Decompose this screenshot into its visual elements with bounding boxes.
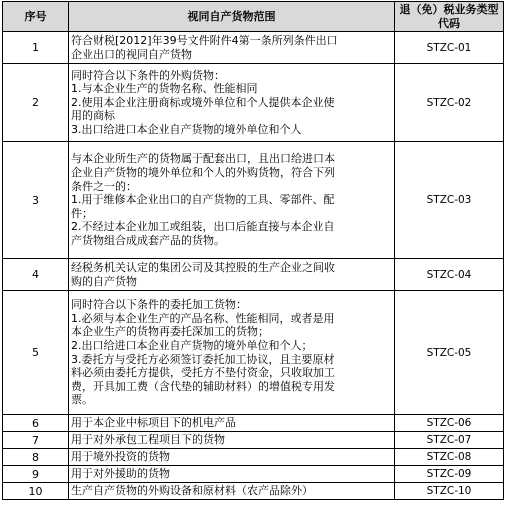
row-type-code: STZC-07 bbox=[395, 432, 504, 449]
row-range bbox=[69, 259, 395, 291]
range-text-line: 经税务机关认定的集团公司及其控股的生产企业之间收 bbox=[71, 260, 335, 274]
range-text-line: 企业出口的视同自产货物 bbox=[71, 47, 192, 61]
row-seq: 1 bbox=[3, 32, 69, 64]
row-type-code: STZC-10 bbox=[395, 483, 504, 500]
range-text-line: 用于本企业中标项目下的机电产品 bbox=[71, 416, 236, 430]
range-text-line: 条件之一的： bbox=[71, 179, 137, 193]
range-text-line: 本企业生产的货物再委托深加工的货物； bbox=[71, 325, 269, 339]
row-range bbox=[69, 64, 395, 142]
range-text-line: 同时符合以下条件的外购货物： bbox=[71, 68, 225, 82]
row-range bbox=[69, 432, 395, 449]
table-row bbox=[3, 415, 504, 432]
row-range bbox=[69, 449, 395, 466]
row-range bbox=[69, 142, 395, 259]
table-row bbox=[3, 32, 504, 64]
range-text-line: 3.委托方与受托方必须签订委托加工协议，且主要原材 bbox=[71, 352, 335, 366]
row-seq: 5 bbox=[3, 291, 69, 415]
range-text-line: 用于对外援助的货物 bbox=[71, 467, 170, 481]
row-type-code: STZC-08 bbox=[395, 449, 504, 466]
table-row bbox=[3, 142, 504, 259]
row-range bbox=[69, 466, 395, 483]
table-row bbox=[3, 483, 504, 500]
table-header-row bbox=[3, 2, 504, 32]
range-text-line: 用于对外承包工程项目下的货物 bbox=[71, 433, 225, 447]
row-type-code: STZC-09 bbox=[395, 466, 504, 483]
row-type-code: STZC-03 bbox=[395, 142, 504, 259]
row-seq: 2 bbox=[3, 64, 69, 142]
range-text-line: 用于境外投资的货物 bbox=[71, 450, 170, 464]
range-text-line: 1.用于维修本企业出口的自产货物的工具、零部件、配 bbox=[71, 193, 335, 207]
row-range bbox=[69, 483, 395, 500]
row-type-code: STZC-06 bbox=[395, 415, 504, 432]
range-text-line: 与本企业所生产的货物属于配套出口，且出口给进口本 bbox=[71, 152, 335, 166]
table-body bbox=[3, 32, 504, 500]
range-text-line: 同时符合以下条件的委托加工货物： bbox=[71, 298, 247, 312]
range-text-line: 料必须由委托方提供，受托方不垫付资金，只收取加工 bbox=[71, 366, 335, 380]
row-seq: 9 bbox=[3, 466, 69, 483]
range-text-line: 票。 bbox=[71, 393, 93, 407]
range-text-line: 用的商标 bbox=[71, 109, 115, 123]
row-seq: 6 bbox=[3, 415, 69, 432]
row-type-code: STZC-01 bbox=[395, 32, 504, 64]
table-row bbox=[3, 64, 504, 142]
table-row bbox=[3, 291, 504, 415]
range-text-line: 购的自产货物 bbox=[71, 274, 137, 288]
range-text-line: 3.出口给进口本企业自产货物的境外单位和个人 bbox=[71, 122, 302, 136]
range-text-line: 费，开具加工费（含代垫的辅助材料）的增值税专用发 bbox=[71, 379, 335, 393]
row-type-code: STZC-04 bbox=[395, 259, 504, 291]
range-text-line: 2.出口给进口本企业自产货物的境外单位和个人； bbox=[71, 338, 313, 352]
range-text-line: 2.使用本企业注册商标或境外单位和个人提供本企业使 bbox=[71, 95, 335, 109]
row-type-code: STZC-05 bbox=[395, 291, 504, 415]
row-type-code: STZC-02 bbox=[395, 64, 504, 142]
row-seq: 10 bbox=[3, 483, 69, 500]
header-range: 视同自产货物范围 bbox=[69, 2, 395, 32]
export-goods-table bbox=[2, 1, 504, 500]
row-seq: 8 bbox=[3, 449, 69, 466]
table-row bbox=[3, 449, 504, 466]
range-text-line: 1.与本企业生产的货物名称、性能相同 bbox=[71, 82, 258, 96]
row-seq: 7 bbox=[3, 432, 69, 449]
range-text-line: 生产自产货物的外购设备和原材料（农产品除外） bbox=[71, 484, 313, 498]
row-seq: 4 bbox=[3, 259, 69, 291]
range-text-line: 件； bbox=[71, 206, 93, 220]
range-text-line: 2.不经过本企业加工或组装，出口后能直接与本企业自 bbox=[71, 220, 335, 234]
header-seq: 序号 bbox=[3, 2, 69, 32]
header-code: 退（免）税业务类型代码 bbox=[395, 2, 504, 32]
row-range bbox=[69, 415, 395, 432]
row-range bbox=[69, 32, 395, 64]
table-row bbox=[3, 259, 504, 291]
table-row bbox=[3, 432, 504, 449]
row-range bbox=[69, 291, 395, 415]
range-text-line: 产货物组合成成套产品的货物。 bbox=[71, 233, 225, 247]
row-seq: 3 bbox=[3, 142, 69, 259]
range-text-line: 符合财税[2012]年39号文件附件4第一条所列条件出口 bbox=[71, 33, 338, 47]
range-text-line: 企业自产货物的境外单位和个人的外购货物，符合下列 bbox=[71, 166, 335, 180]
range-text-line: 1.必须与本企业生产的产品名称、性能相同，或者是用 bbox=[71, 311, 335, 325]
table-row bbox=[3, 466, 504, 483]
